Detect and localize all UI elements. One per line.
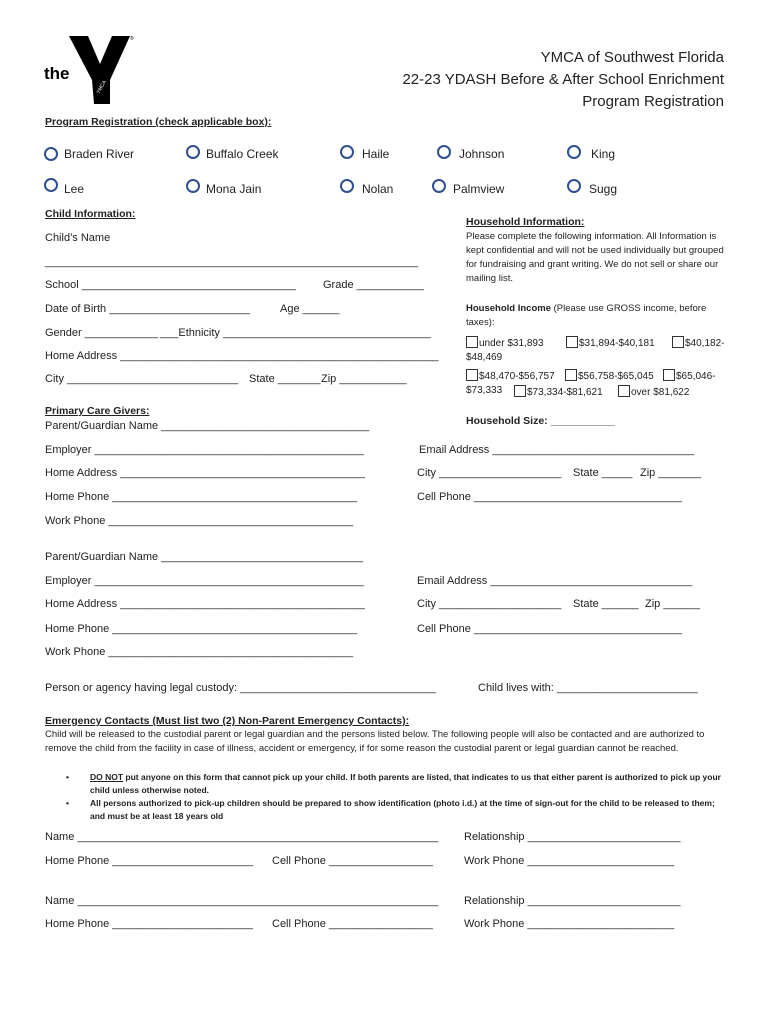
guardian1-city-field[interactable]: City ____________________ (417, 467, 562, 479)
label-buffalo-creek: Buffalo Creek (206, 147, 279, 161)
income-over-81622[interactable]: over $81,622 (618, 385, 689, 398)
bullet-do-not: • DO NOT put anyone on this form that cannot pick up your child. If both parents are listed, that indicates to us that either parent is authorized to pick up your child unless otherwise noted. (66, 772, 721, 795)
label-nolan: Nolan (362, 182, 394, 196)
guardian2-state-field[interactable]: State ______ (573, 598, 639, 610)
household-heading: Household Information: (466, 216, 585, 228)
svg-text:®: ® (130, 36, 134, 42)
guardian1-email-field[interactable]: Email Address _________________________________ (419, 444, 695, 456)
contact1-relationship-field[interactable]: Relationship _________________________ (464, 831, 681, 843)
child-zip-field[interactable]: Zip ___________ (321, 373, 407, 385)
checkbox[interactable] (466, 336, 478, 348)
guardian2-zip-field[interactable]: Zip ______ (645, 598, 701, 610)
income-65046-73333[interactable]: $65,046- (663, 369, 715, 382)
emergency-heading: Emergency Contacts (Must list two (2) Non-Parent Emergency Contacts): (45, 715, 410, 727)
guardian2-email-field[interactable]: Email Address _________________________________ (417, 575, 693, 587)
radio-buffalo-creek[interactable] (186, 145, 200, 159)
guardian1-home-phone-field[interactable]: Home Phone ________________________________________ (45, 491, 357, 503)
label-mona-jain: Mona Jain (206, 182, 262, 196)
checkbox[interactable] (618, 385, 630, 397)
guardian2-city-field[interactable]: City ____________________ (417, 598, 562, 610)
contact1-cell-phone-field[interactable]: Cell Phone _________________ (272, 855, 433, 867)
income-under-31893[interactable]: under $31,893 (466, 336, 544, 349)
checkbox[interactable] (466, 369, 478, 381)
org-title: YMCA of Southwest Florida (540, 49, 724, 66)
guardian1-cell-phone-field[interactable]: Cell Phone __________________________________ (417, 491, 682, 503)
guardian2-work-phone-field[interactable]: Work Phone ________________________________________ (45, 646, 354, 658)
guardian2-employer-field[interactable]: Employer ____________________________________________ (45, 575, 364, 587)
label-braden-river: Braden River (64, 147, 135, 161)
child-lives-with-field[interactable]: Child lives with: _______________________ (478, 682, 698, 694)
child-info-heading: Child Information: (45, 208, 136, 220)
age-field[interactable]: Age ______ (280, 303, 340, 315)
guardian2-address-field[interactable]: Home Address ________________________________________ (45, 598, 365, 610)
guardian2-name-field[interactable]: Parent/Guardian Name _________________________________ (45, 551, 364, 563)
grade-field[interactable]: Grade ___________ (323, 279, 424, 291)
income-65046-73333-cont: $73,333 (466, 385, 503, 396)
guardian1-employer-field[interactable]: Employer ____________________________________________ (45, 444, 364, 456)
radio-king[interactable] (567, 145, 581, 159)
guardian1-name-field[interactable]: Parent/Guardian Name __________________________________ (45, 420, 370, 432)
label-sugg: Sugg (589, 182, 618, 196)
gender-field[interactable]: Gender ____________ (45, 327, 159, 339)
program-title: 22-23 YDASH Before & After School Enrichment (402, 71, 724, 88)
label-palmview: Palmview (453, 182, 505, 196)
radio-braden-river[interactable] (44, 147, 58, 161)
bullet-icon: • (66, 798, 69, 808)
guardian2-cell-phone-field[interactable]: Cell Phone __________________________________ (417, 623, 682, 635)
contact1-name-field[interactable]: Name ___________________________________________________________ (45, 831, 439, 843)
checkbox[interactable] (514, 385, 526, 397)
checkbox[interactable] (566, 336, 578, 348)
radio-johnson[interactable] (437, 145, 451, 159)
household-size-field[interactable]: Household Size: ___________ (466, 415, 615, 427)
label-johnson: Johnson (459, 147, 505, 161)
svg-text:YMCA: YMCA (95, 79, 108, 95)
emergency-text: Child will be released to the custodial parent or legal guardian and the persons listed below. The following people will also be contacted and are authorized to remove the child from the facility in case of illness, accident or emergency, if for some reason the custodial parent or legal guardian cannot be reached. (45, 729, 705, 754)
guardian1-zip-field[interactable]: Zip _______ (640, 467, 702, 479)
ethnicity-field[interactable]: ___Ethnicity __________________________________ (160, 327, 431, 339)
dob-field[interactable]: Date of Birth _______________________ (45, 303, 250, 315)
radio-haile[interactable] (340, 145, 354, 159)
radio-palmview[interactable] (432, 179, 446, 193)
caregivers-heading: Primary Care Givers: (45, 405, 150, 417)
contact2-work-phone-field[interactable]: Work Phone ________________________ (464, 918, 675, 930)
bullet-icon: • (66, 772, 69, 782)
ymca-logo (44, 34, 136, 106)
child-name-field[interactable]: _____________________________________________________________ (45, 256, 419, 268)
guardian1-work-phone-field[interactable]: Work Phone ________________________________________ (45, 515, 354, 527)
income-48470-56757[interactable]: $48,470-$56,757 (466, 369, 555, 382)
contact2-relationship-field[interactable]: Relationship _________________________ (464, 895, 681, 907)
guardian1-state-field[interactable]: State _____ (573, 467, 633, 479)
income-56758-65045[interactable]: $56,758-$65,045 (565, 369, 654, 382)
contact2-cell-phone-field[interactable]: Cell Phone _________________ (272, 918, 433, 930)
checkbox[interactable] (565, 369, 577, 381)
checkbox[interactable] (663, 369, 675, 381)
form-title: Program Registration (582, 93, 724, 110)
income-31894-40181[interactable]: $31,894-$40,181 (566, 336, 655, 349)
radio-lee[interactable] (44, 178, 58, 192)
guardian1-address-field[interactable]: Home Address ________________________________________ (45, 467, 365, 479)
checkbox[interactable] (672, 336, 684, 348)
income-73334-81621[interactable]: $73,334-$81,621 (514, 385, 603, 398)
child-name-label: Child’s Name (45, 232, 111, 244)
contact1-work-phone-field[interactable]: Work Phone ________________________ (464, 855, 675, 867)
contact2-home-phone-field[interactable]: Home Phone _______________________ (45, 918, 253, 930)
child-state-field[interactable]: State _______ (249, 373, 321, 385)
program-heading: Program Registration (check applicable box): (45, 116, 272, 128)
bullet-identification: • All persons authorized to pick-up children should be prepared to show identification (photo i.d.) at the time of sign-out for the child to be released to them; and must be at least 18 years old (66, 798, 715, 821)
income-40182-48469[interactable]: $40,182- (672, 336, 724, 349)
contact1-home-phone-field[interactable]: Home Phone _______________________ (45, 855, 253, 867)
child-address-field[interactable]: Home Address ____________________________________________________ (45, 350, 439, 362)
radio-sugg[interactable] (567, 179, 581, 193)
logo-word: the (44, 64, 70, 83)
label-lee: Lee (64, 182, 85, 196)
contact2-name-field[interactable]: Name ___________________________________________________________ (45, 895, 439, 907)
radio-nolan[interactable] (340, 179, 354, 193)
legal-custody-field[interactable]: Person or agency having legal custody: ________________________________ (45, 682, 436, 694)
school-field[interactable]: School ___________________________________ (45, 279, 296, 291)
household-info-text: Please complete the following information. All Information is kept confidential and will not be used individually but grouped for fundraising and grant writing. We do not sell or share our mailing list. (466, 231, 724, 284)
child-city-field[interactable]: City ____________________________ (45, 373, 239, 385)
label-king: King (591, 147, 616, 161)
guardian2-home-phone-field[interactable]: Home Phone ________________________________________ (45, 623, 357, 635)
radio-mona-jain[interactable] (186, 179, 200, 193)
household-income-label: Household Income (Please use GROSS income, before taxes): (466, 303, 707, 328)
income-40182-48469-cont: $48,469 (466, 352, 503, 363)
label-haile: Haile (362, 147, 390, 161)
